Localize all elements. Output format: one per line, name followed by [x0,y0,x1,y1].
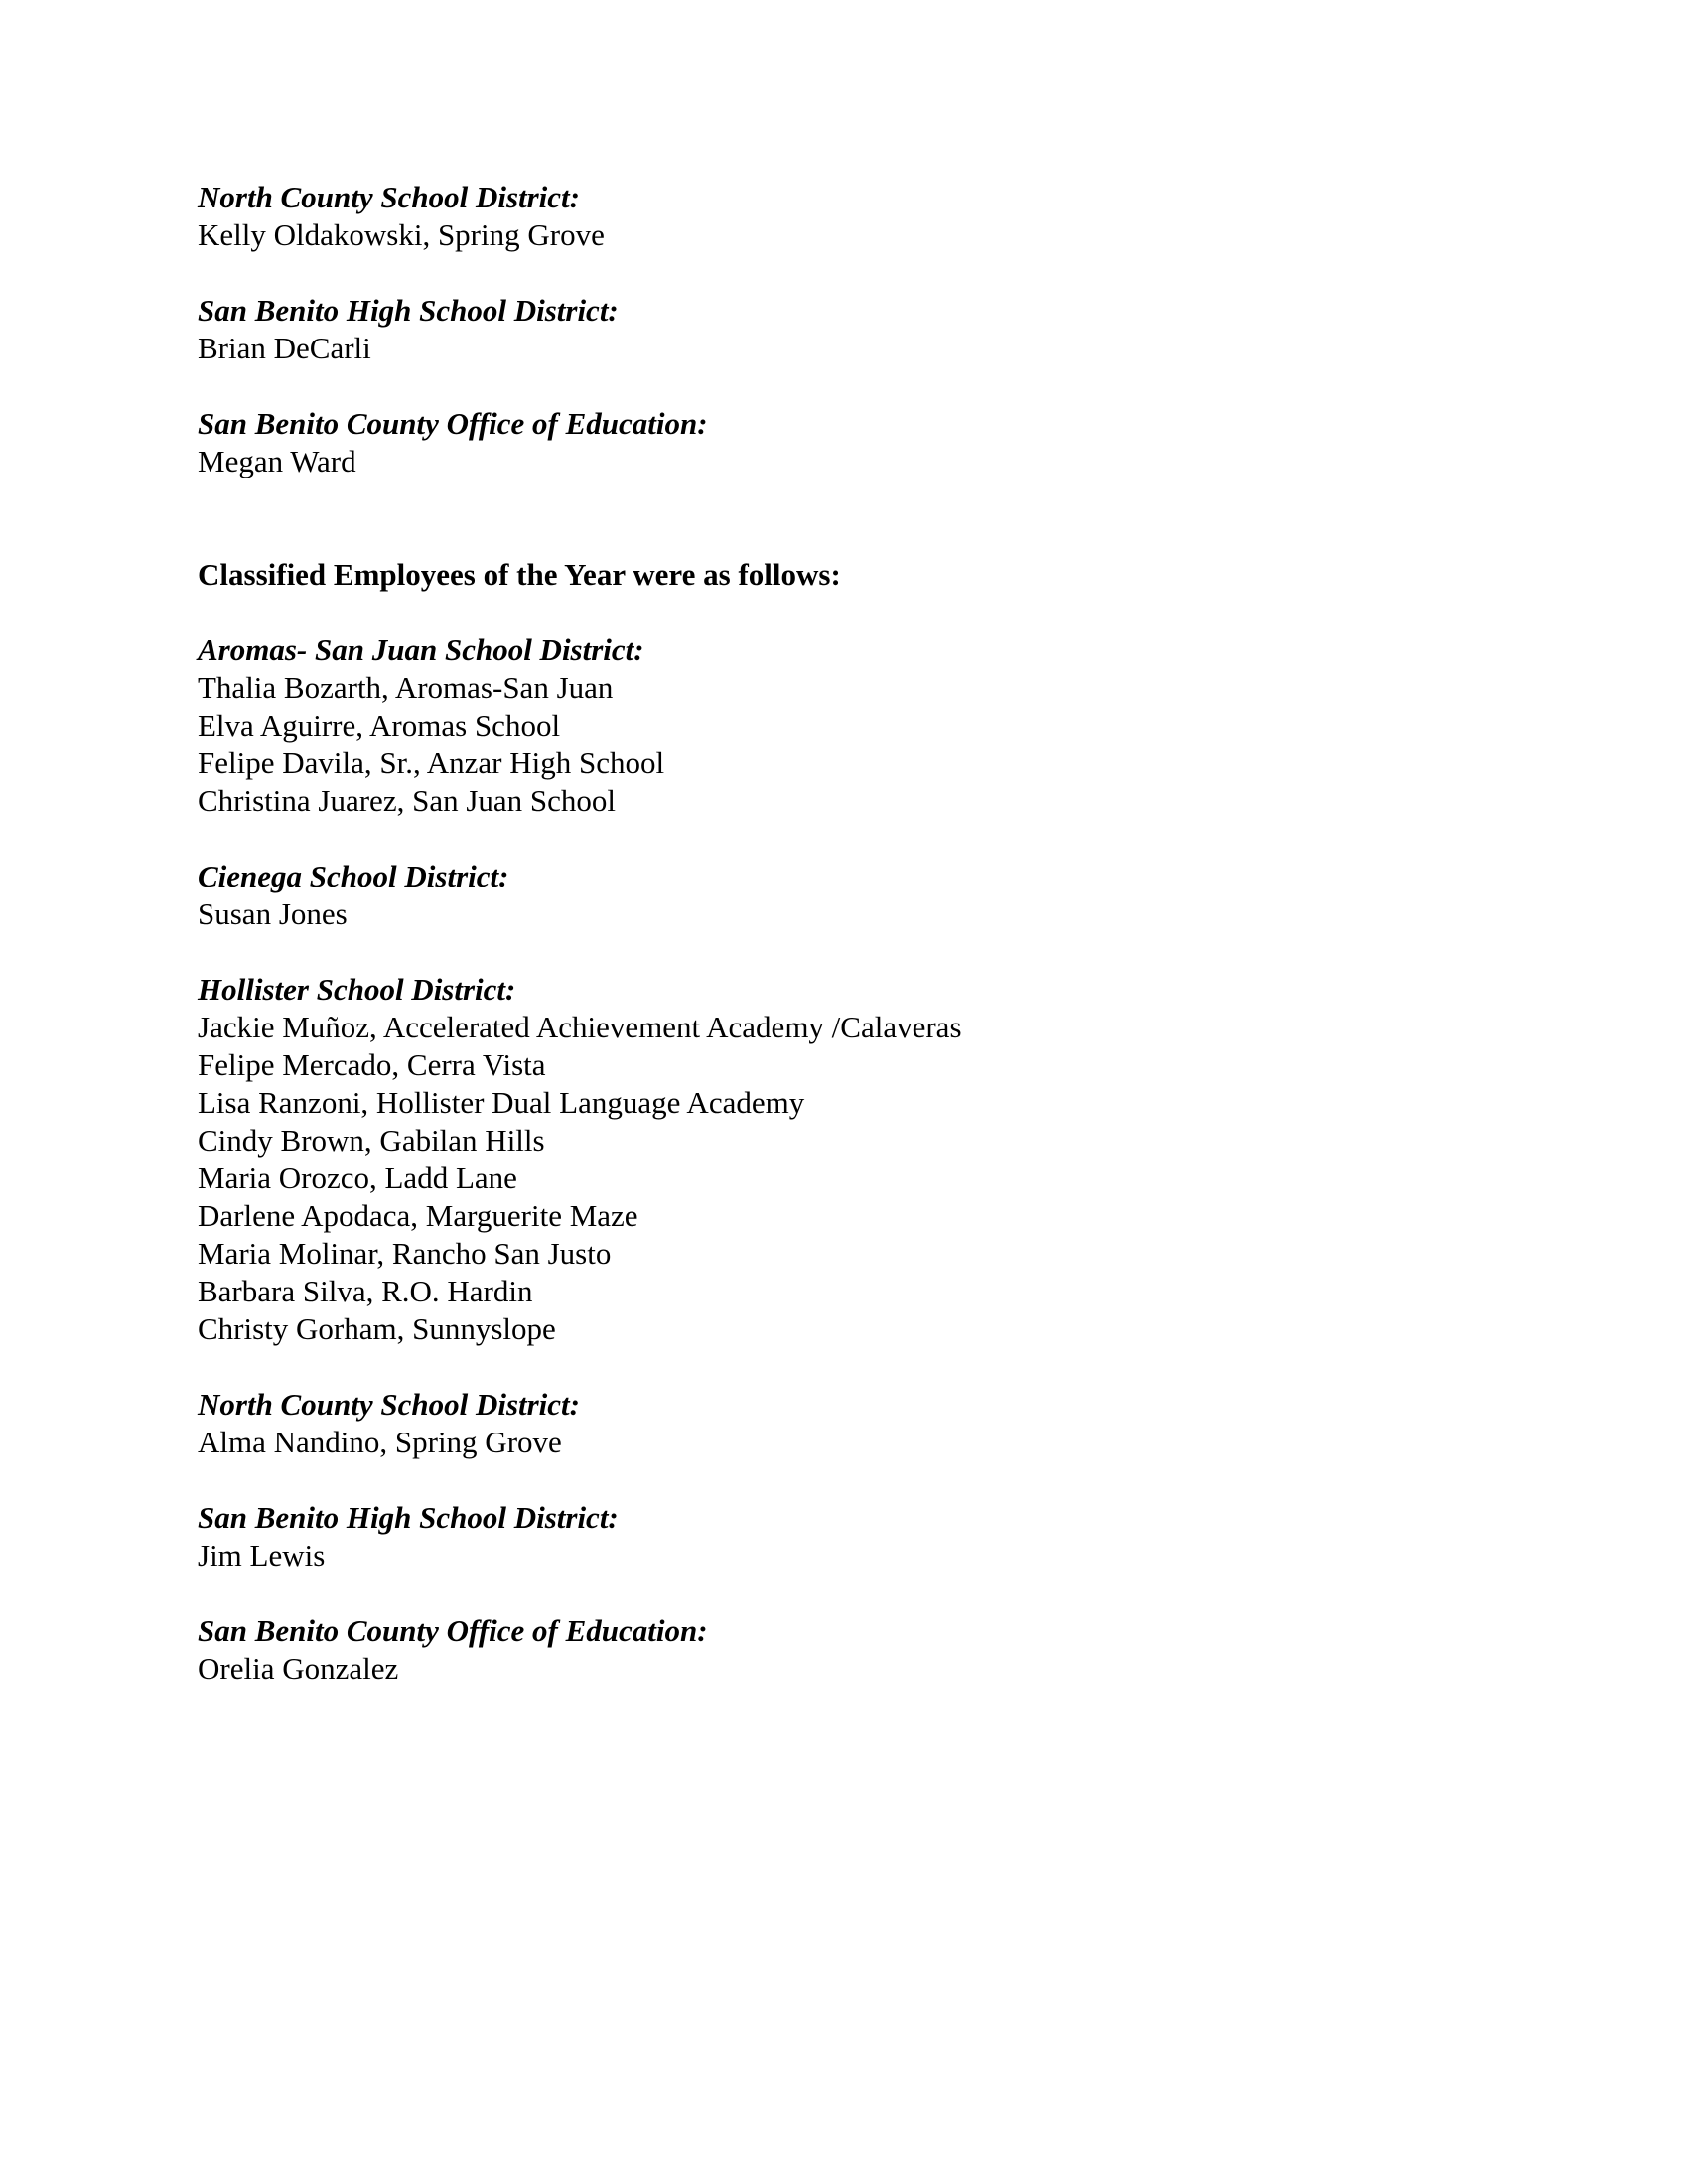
employee-name: Maria Orozco, Ladd Lane [198,1160,517,1195]
employee-name: Cindy Brown, Gabilan Hills [198,1123,545,1158]
employee-name: Jim Lewis [198,1538,326,1572]
document-page [198,179,1488,1725]
district-group-cienega [198,858,1488,933]
district-group-aromas-san-juan [198,631,1488,820]
employee-name: Jackie Muñoz, Accelerated Achievement Academy /Calaveras [198,1010,962,1044]
district-heading: Aromas- San Juan School District: [198,632,644,667]
employee-name: Megan Ward [198,444,356,478]
district-group-county-office-top [198,405,1488,480]
employee-name: Darlene Apodaca, Marguerite Maze [198,1198,638,1233]
employee-name: Christy Gorham, Sunnyslope [198,1311,556,1346]
employee-name: Elva Aguirre, Aromas School [198,708,561,743]
employee-name: Barbara Silva, R.O. Hardin [198,1274,533,1308]
employee-name: Felipe Mercado, Cerra Vista [198,1047,546,1082]
section-title: Classified Employees of the Year were as follows: [198,557,841,592]
employee-name: Orelia Gonzalez [198,1651,399,1686]
employee-name: Lisa Ranzoni, Hollister Dual Language Academy [198,1085,805,1120]
district-group-north-county-top [198,179,1488,254]
employee-name: Alma Nandino, Spring Grove [198,1425,562,1459]
district-group-san-benito-high-top [198,292,1488,367]
district-group-north-county [198,1386,1488,1461]
employee-name: Brian DeCarli [198,331,371,365]
employee-name: Christina Juarez, San Juan School [198,783,617,818]
district-heading: San Benito High School District: [198,1500,619,1535]
district-heading: North County School District: [198,180,580,214]
district-heading: San Benito County Office of Education: [198,406,708,441]
district-heading: Cienega School District: [198,859,509,893]
district-heading: North County School District: [198,1387,580,1422]
employee-name: Felipe Davila, Sr., Anzar High School [198,746,665,780]
district-group-county-office [198,1612,1488,1688]
district-group-san-benito-high [198,1499,1488,1574]
employee-name: Maria Molinar, Rancho San Justo [198,1236,612,1271]
district-heading: San Benito County Office of Education: [198,1613,708,1648]
employee-name: Susan Jones [198,896,348,931]
section-spacer [198,518,1488,556]
district-group-hollister [198,971,1488,1348]
employee-name: Thalia Bozarth, Aromas-San Juan [198,670,614,705]
district-heading: San Benito High School District: [198,293,619,328]
district-heading: Hollister School District: [198,972,516,1007]
employee-name: Kelly Oldakowski, Spring Grove [198,217,605,252]
